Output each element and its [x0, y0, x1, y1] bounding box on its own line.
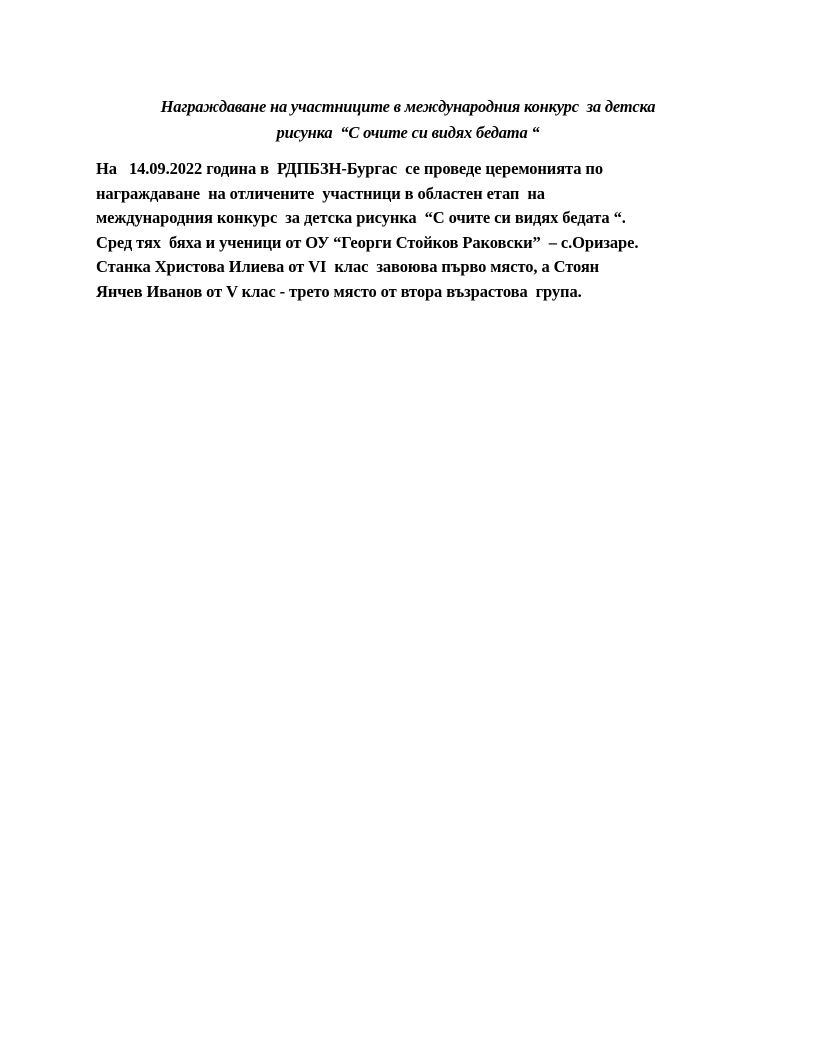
body-line-3: международния конкурс за детска рисунка “С очите си видях бедата “. [96, 208, 626, 227]
body-line-5: Станка Христова Илиева от VI клас завоюва първо място, а Стоян [96, 257, 600, 276]
body-line-6: Янчев Иванов от V клас - трето място от втора възрастова група. [96, 281, 582, 301]
body-line-1: На 14.09.2022 година в РДПБЗН-Бургас се проведе церемонията по [96, 159, 603, 178]
title-line-1: Награждаване на участниците в международния конкурс за детска [160, 97, 656, 116]
body-line-2: награждаване на отличените участници в областен етап на [96, 183, 545, 203]
document-title [96, 94, 720, 146]
body-line-4: Сред тях бяха и ученици от ОУ “Георги Стойков Раковски” – с.Оризаре. [96, 232, 639, 252]
document-body [96, 157, 736, 304]
title-line-2: рисунка “С очите си видях бедата “ [276, 123, 540, 142]
